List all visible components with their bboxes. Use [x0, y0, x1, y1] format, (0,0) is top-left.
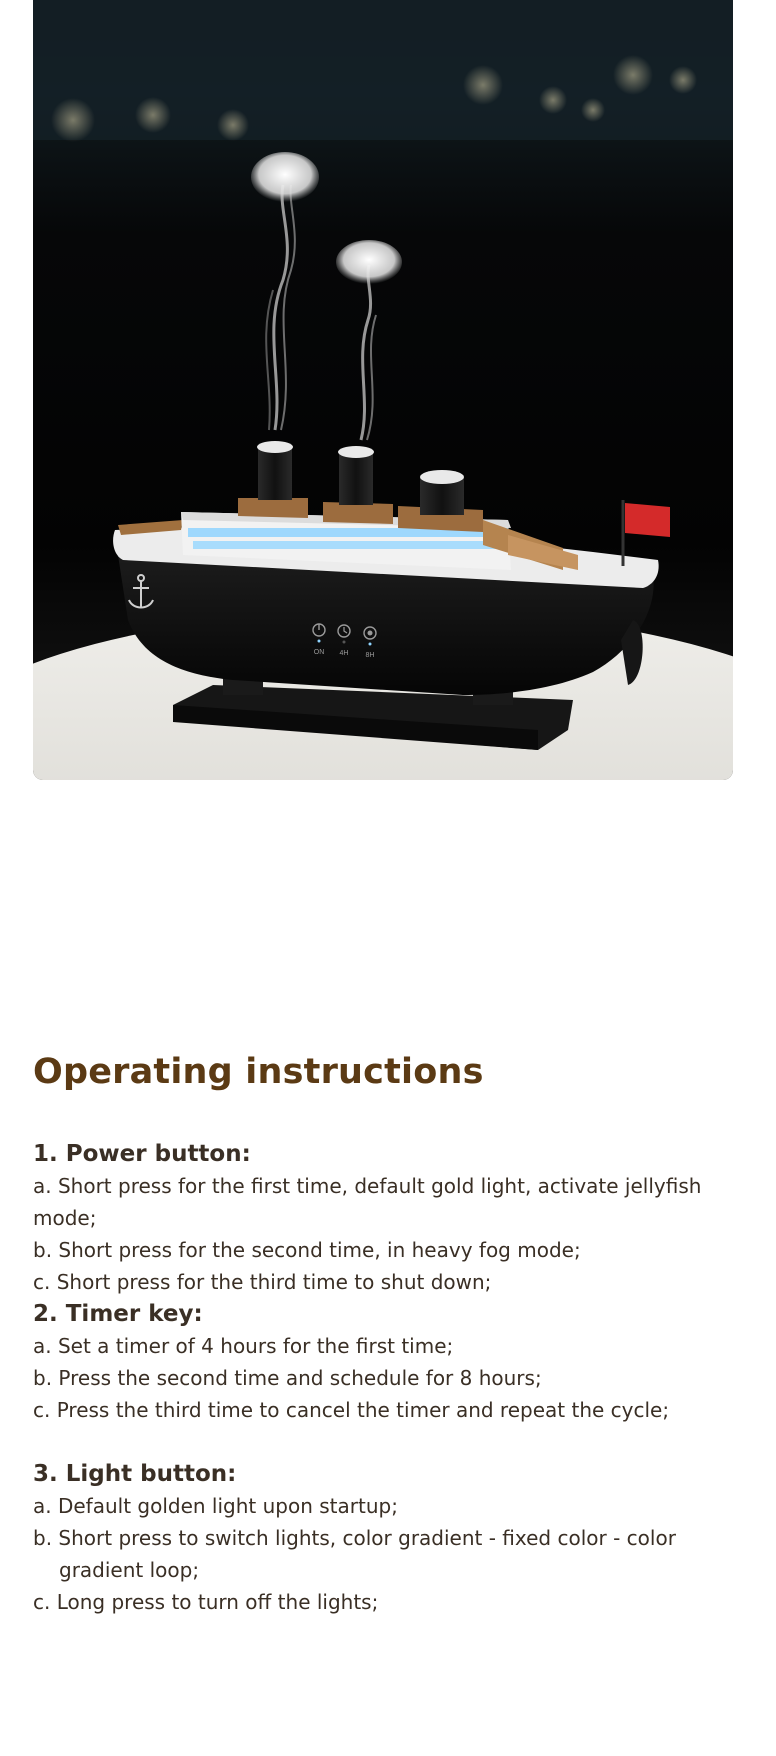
list-item: c. Press the third time to cancel the timer and repeat the cycle;	[33, 1398, 670, 1422]
section-title: 2. Timer key:	[33, 1301, 203, 1327]
section-title: 3. Light button:	[33, 1461, 237, 1487]
label-8h: 8H	[365, 652, 375, 659]
product-photo	[33, 0, 733, 780]
list-item: c. Long press to turn off the lights;	[33, 1590, 379, 1614]
list-item: a. Set a timer of 4 hours for the first time;	[33, 1334, 454, 1358]
jellyfish-mist	[251, 152, 402, 440]
flag-icon	[623, 500, 670, 566]
list-item: c. Short press for the third time to shut down;	[33, 1270, 492, 1294]
list-item: b. Press the second time and schedule for 8 hours;	[33, 1366, 542, 1390]
label-on: ON	[313, 649, 325, 656]
section-power-button	[33, 1138, 753, 1298]
section-light-button	[33, 1458, 753, 1618]
list-item: a. Short press for the first time, default gold light, activate jellyfish mode;	[33, 1174, 702, 1230]
list-item: a. Default golden light upon startup;	[33, 1494, 398, 1518]
section-title: 1. Power button:	[33, 1141, 251, 1167]
page-title: Operating instructions	[33, 1052, 484, 1092]
background-bokeh	[33, 0, 733, 142]
label-4h: 4H	[339, 650, 349, 657]
section-timer-key	[33, 1298, 753, 1426]
list-item: b. Short press for the second time, in heavy fog mode;	[33, 1238, 581, 1262]
list-item: b. Short press to switch lights, color gradient - fixed color - color gradient loop;	[33, 1526, 676, 1582]
